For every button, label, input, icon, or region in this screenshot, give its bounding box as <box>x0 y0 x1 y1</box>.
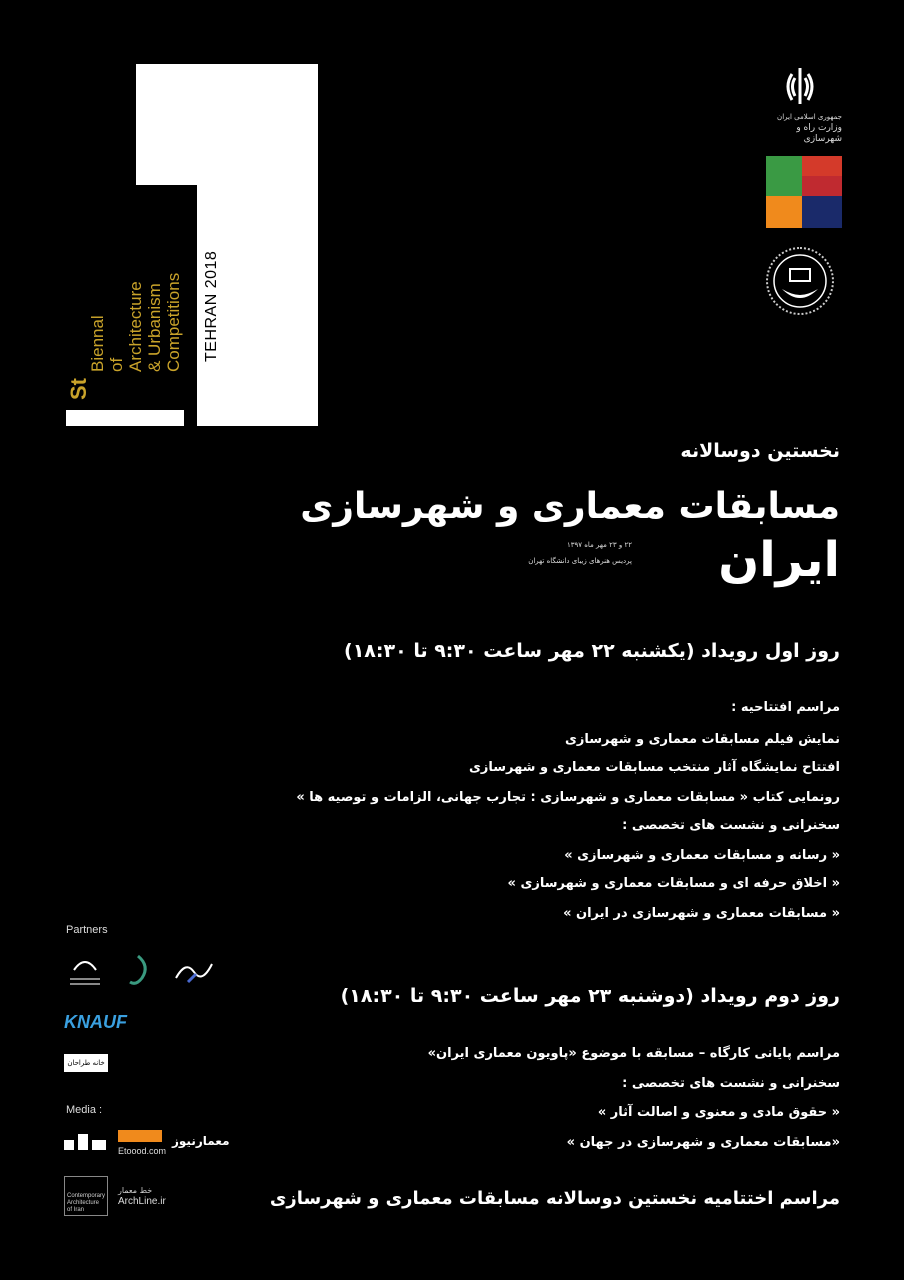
day2-heading: روز دوم رویداد (دوشنبه ۲۳ مهر ساعت ۹:۳۰ تا ۱۸:۳۰) <box>340 985 840 1007</box>
competition-logo <box>766 156 842 228</box>
university-logo <box>766 247 834 315</box>
day1-heading: روز اول رویداد (یکشنبه ۲۲ مهر ساعت ۹:۳۰ تا ۱۸:۳۰) <box>344 640 840 662</box>
event-venue: پردیس هنرهای زیبای دانشگاه تهران <box>528 557 632 565</box>
etoood-url: Etoood.com <box>118 1146 167 1156</box>
partner-logo-hand <box>120 952 156 992</box>
day1-item: نمایش فیلم مسابقات معماری و شهرسازی <box>564 732 840 747</box>
ministry-line2: وزارت راه و شهرسازی <box>796 123 842 144</box>
event-date: ۲۲ و ۲۳ مهر ماه ۱۳۹۷ <box>566 541 632 549</box>
archline-fa: خط معمار <box>118 1186 153 1195</box>
iran-emblem-icon <box>778 64 822 108</box>
day2-item: مراسم پایانی کارگاه – مسابقه با موضوع «پاویون معماری ایران» <box>427 1046 840 1061</box>
ministry-text <box>770 112 842 145</box>
archline-url: ArchLine.ir <box>118 1196 166 1207</box>
title-iran: ایران <box>718 532 840 588</box>
knauf-logo: KNAUF <box>64 1012 127 1032</box>
cai-logo: Contemporary Architecture of Iran <box>64 1176 108 1216</box>
day2-item: « حقوق مادی و معنوی و اصالت آثار » <box>597 1105 840 1120</box>
line-urbanism: & Urbanism <box>145 283 164 372</box>
university-emblem-icon <box>768 249 832 313</box>
day1-item: « رسانه و مسابقات معماری و شهرسازی » <box>564 848 840 863</box>
line-competitions: Competitions <box>164 272 183 372</box>
media-label: Media : <box>66 1104 103 1116</box>
day2-item: «مسابقات معماری و شهرسازی در جهان » <box>566 1135 840 1150</box>
day1-item: رونمایی کتاب « مسابقات معماری و شهرسازی : تجارب جهانی، الزامات و توصیه ها » <box>296 790 840 805</box>
etoood-logo-icon <box>118 1130 162 1142</box>
big-one-stem <box>197 64 318 426</box>
partner-logo-calligraphy <box>172 954 216 988</box>
big-one-base <box>66 410 184 426</box>
day1-item: « اخلاق حرفه ای و مسابقات معماری و شهرسازی » <box>507 876 840 891</box>
media-logo-blocks <box>64 1134 108 1154</box>
day1-item: افتتاح نمایشگاه آثار منتخب مسابقات معماری و شهرسازی <box>468 760 840 775</box>
biennal-lines <box>88 273 183 372</box>
day1-item: سخنرانی و نشست های تخصصی : <box>622 818 840 833</box>
day1-item: مراسم افتتاحیه : <box>731 700 840 715</box>
line-of: of <box>107 357 126 372</box>
tehran-2018: TEHRAN 2018 <box>203 250 220 362</box>
partner-logo-excellence <box>64 950 106 992</box>
partners-label: Partners <box>66 924 108 936</box>
st-label: St <box>66 378 91 400</box>
day1-item: « مسابقات معماری و شهرسازی در ایران » <box>563 906 840 921</box>
archhouse-logo: خانه طراحان سام <box>64 1054 108 1072</box>
ministry-line1: جمهوری اسلامی ایران <box>777 113 842 121</box>
line-biennal: Biennal <box>88 315 107 372</box>
main-title: مسابقات معماری و شهرسازی <box>300 486 840 527</box>
day2-item: سخنرانی و نشست های تخصصی : <box>622 1076 840 1091</box>
line-architecture: Architecture <box>126 281 145 372</box>
memarnews-logo: معمارنیوز <box>172 1134 230 1148</box>
subtitle: نخستین دوسالانه <box>680 440 840 462</box>
closing-ceremony: مراسم اختتامیه نخستین دوسالانه مسابقات معماری و شهرسازی <box>269 1188 840 1209</box>
